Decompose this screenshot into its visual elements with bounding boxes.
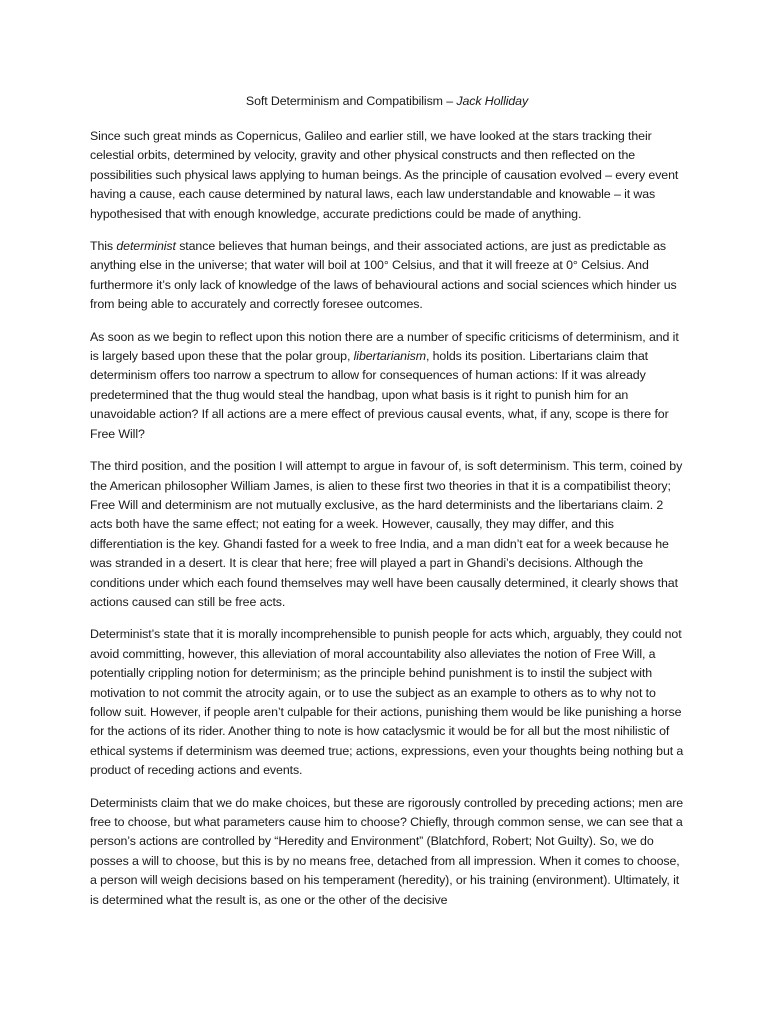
- title-author: Jack Holliday: [456, 94, 529, 108]
- paragraph-text: stance believes that human beings, and their associated actions, are just as predictable as anything else in the universe; that water will boil at 100° Celsius, and that it will freeze at 0° Celsius. And furthermore it’s only lack of knowledge of the laws of behavioural actions and social sciences which hinder us from being able to accurately and correctly foresee outcomes.: [90, 239, 677, 312]
- paragraph-text: Since such great minds as Copernicus, Galileo and earlier still, we have looked at the stars tracking their celestial orbits, determined by velocity, gravity and other physical constructs and then reflected on the possibilities such physical laws applying to human beings. As the principle of causation evolved – every event having a cause, each cause determined by natural laws, each law understandable and knowable – it was hypothesised that with enough knowledge, accurate predictions could be made of anything.: [90, 129, 679, 221]
- document-title: [90, 92, 684, 111]
- paragraph: [90, 625, 684, 780]
- paragraph-text: Determinists claim that we do make choices, but these are rigorously controlled by preceding actions; men are free to choose, but what parameters cause him to choose? Chiefly, through common sense, we can see that a person’s actions are controlled by “Heredity and Environment” (Blatchford, Robert; Not Guilty). So, we do posses a will to choose, but this is by no means free, detached from all impression. When it comes to choose, a person will weigh decisions based on his temperament (heredity), or his training (environment). Ultimately, it is determined what the result is, as one or the other of the decisive: [90, 795, 684, 907]
- document-body: [90, 92, 684, 923]
- paragraph: [90, 794, 684, 910]
- paragraph: [90, 237, 684, 315]
- italic-term: libertarianism: [353, 349, 426, 364]
- paragraph-text: As soon as we begin to reflect upon this notion there are a number of specific criticisms of determinism, and it is largely based upon these that the polar group,: [90, 329, 679, 364]
- paragraph-text: , holds its position. Libertarians claim that determinism offers too narrow a spectrum to allow for consequences of human actions: If it was already predetermined that the thug would steal the handbag, upon what basis is it right to punish him for an unavoidable action? If all actions are a mere effect of previous causal events, what, if any, scope is there for Free Will?: [90, 349, 669, 441]
- paragraph: [90, 127, 684, 224]
- paragraph: [90, 328, 684, 444]
- paragraph-text: The third position, and the position I will attempt to argue in favour of, is soft determinism. This term, coined by the American philosopher William James, is alien to these first two theories in that it is a compatibilist theory; Free Will and determinism are not mutually exclusive, as the hard determinists and the libertarians claim. 2 acts both have the same effect; not eating for a week. However, causally, they may differ, and this differentiation is the key. Ghandi fasted for a week to free India, and a man didn’t eat for a week because he was stranded in a desert. It is clear that here; free will played a part in Ghandi’s decisions. Although the conditions under which each found themselves may well have been causally determined, it clearly shows that actions caused can still be free acts.: [90, 459, 683, 609]
- paragraph-list: [90, 127, 684, 910]
- paragraph-text: Determinist’s state that it is morally incomprehensible to punish people for acts which, arguably, they could not avoid committing, however, this alleviation of moral accountability also alleviates the notion of Free Will, a potentially crippling notion for determinism; as the principle behind punishment is to instil the subject with motivation to not commit the atrocity again, or to use the subject as an example to others as to why not to follow suit. However, if people aren’t culpable for their actions, punishing them would be like punishing a horse for the actions of its rider. Another thing to note is how cataclysmic it would be for all but the most nihilistic of ethical systems if determinism was deemed true; actions, expressions, even your thoughts being nothing but a product of receding actions and events.: [90, 627, 684, 778]
- title-main: Soft Determinism and Compatibilism –: [245, 94, 457, 108]
- paragraph: [90, 457, 684, 612]
- paragraph-text: This: [90, 239, 117, 254]
- italic-term: determinist: [116, 239, 176, 254]
